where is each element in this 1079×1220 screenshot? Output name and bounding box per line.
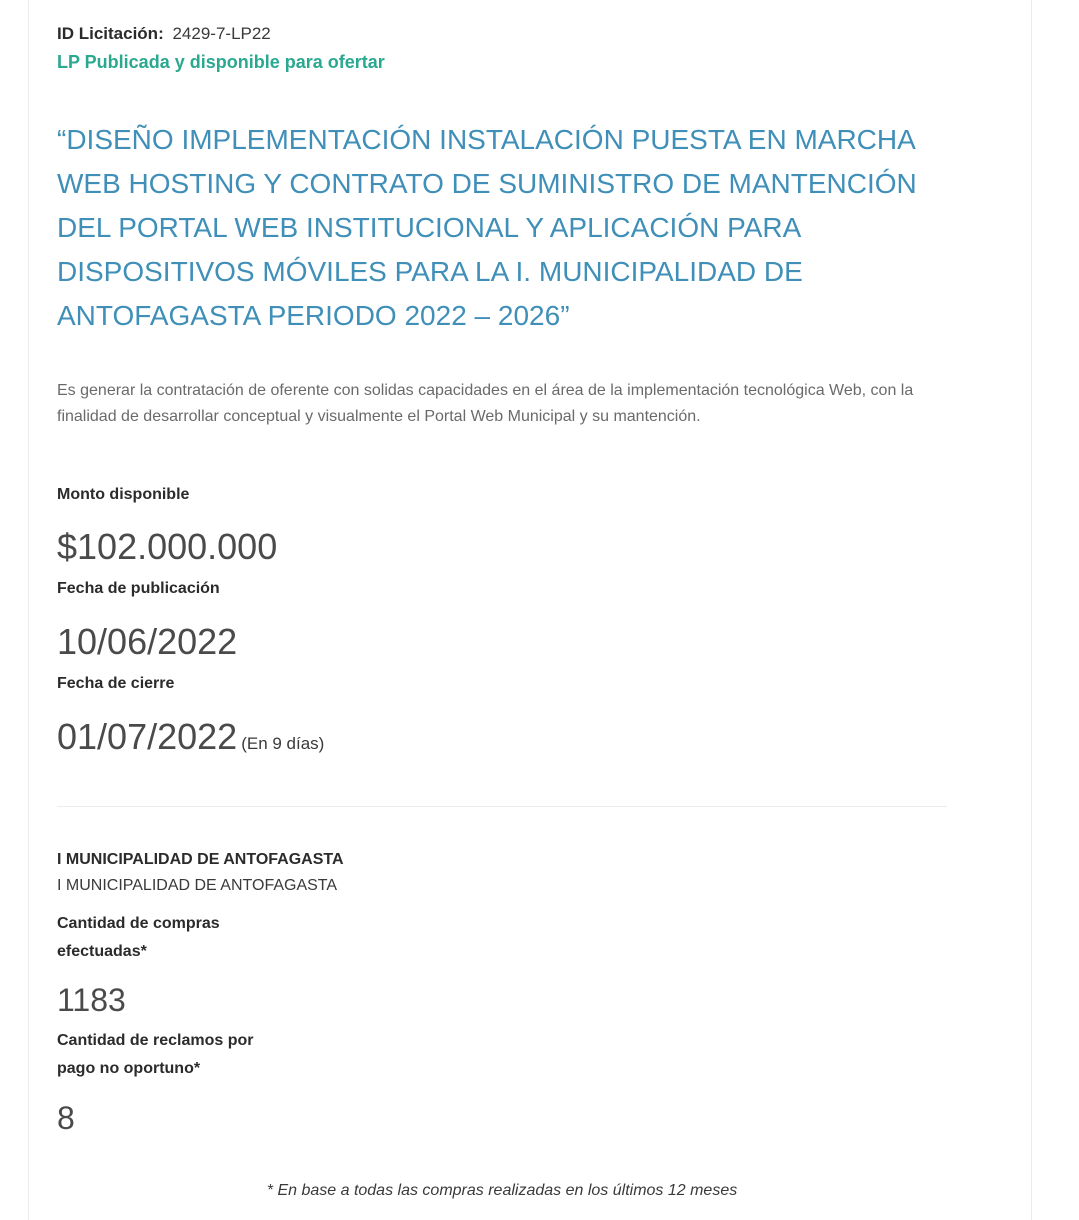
tender-title: “DISEÑO IMPLEMENTACIÓN INSTALACIÓN PUESTA EN MARCHA WEB HOSTING Y CONTRATO DE SUMINISTRO DE MANTENCIÓN DEL PORTAL WEB INSTITUCIONAL Y APLICACIÓN PARA DISPOSITIVOS MÓVILES PARA LA I. MUNICIPALIDAD DE ANTOFAGASTA PERIODO 2022 – 2026” xyxy=(57,124,917,331)
close-date-label: Fecha de cierre xyxy=(57,675,175,692)
publish-date-value: 10/06/2022 xyxy=(57,621,238,662)
close-date-line xyxy=(57,716,324,758)
tender-status: LP Publicada y disponible para ofertar xyxy=(57,52,385,72)
footnote: * En base a todas las compras realizadas en los últimos 12 meses xyxy=(266,1182,738,1199)
tender-id-value: 2429-7-LP22 xyxy=(172,24,271,43)
buyer-unit: I MUNICIPALIDAD DE ANTOFAGASTA xyxy=(57,877,338,894)
claims-label: Cantidad de reclamos por pago no oportuno* xyxy=(57,1032,254,1077)
claims-value: 8 xyxy=(57,1100,75,1136)
tender-description: Es generar la contratación de oferente con solidas capacidades en el área de la implementación tecnológica Web, con la finalidad de desarrollar conceptual y visualmente el Portal Web Municipal y su mantención. xyxy=(57,382,914,425)
publish-date-label: Fecha de publicación xyxy=(57,580,220,597)
amount-value: $102.000.000 xyxy=(57,526,278,567)
tender-id-line xyxy=(57,24,271,44)
close-date-remaining: (En 9 días) xyxy=(241,734,325,753)
amount-label: Monto disponible xyxy=(57,486,190,503)
purchases-value: 1183 xyxy=(57,982,126,1018)
buyer-name: I MUNICIPALIDAD DE ANTOFAGASTA xyxy=(57,851,344,868)
tender-id-label: ID Licitación: xyxy=(57,24,164,43)
close-date-value: 01/07/2022 xyxy=(57,716,238,757)
section-divider xyxy=(57,806,947,807)
purchases-label: Cantidad de compras efectuadas* xyxy=(57,915,220,960)
